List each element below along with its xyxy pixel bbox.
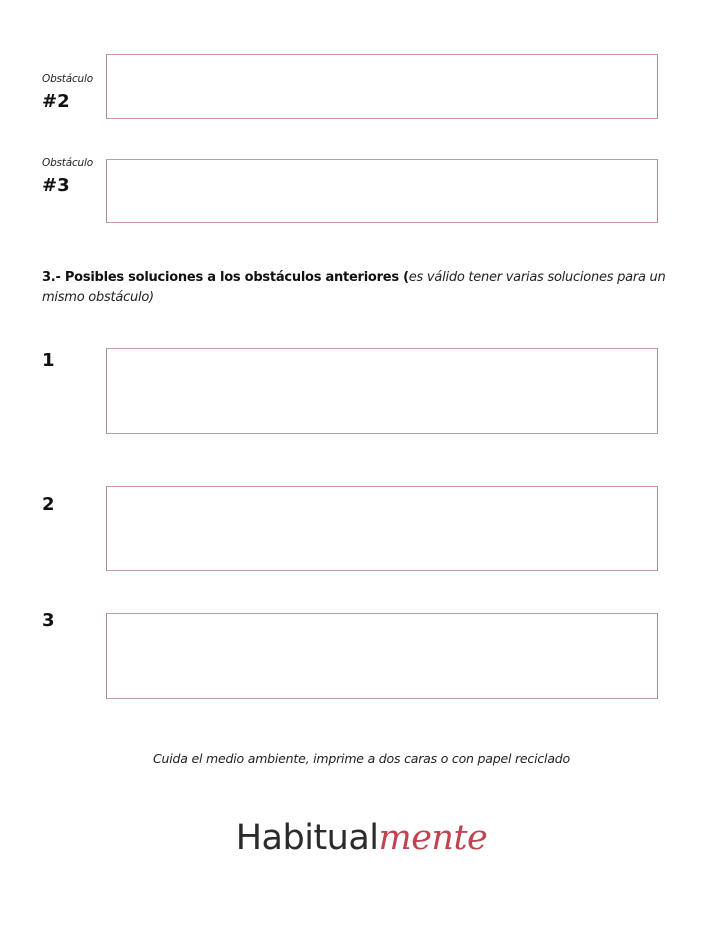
- solution-3-input[interactable]: [107, 614, 657, 698]
- solution-1-box[interactable]: [106, 348, 658, 434]
- obstacle-2-caption: Obstáculo: [42, 73, 93, 85]
- section-3-heading-note: es válido tener varias soluciones para un mismo obstáculo): [42, 270, 666, 305]
- obstacle-3-number: #3: [42, 175, 70, 196]
- obstacle-2-box[interactable]: [106, 54, 658, 119]
- obstacle-3-caption: Obstáculo: [42, 157, 93, 169]
- solution-2-box[interactable]: [106, 486, 658, 571]
- obstacle-3-box[interactable]: [106, 159, 658, 223]
- environment-note: Cuida el medio ambiente, imprime a dos caras o con papel reciclado: [153, 751, 570, 766]
- solution-2-number: 2: [42, 494, 55, 515]
- logo-text-mente: mente: [378, 818, 488, 858]
- obstacle-3-input[interactable]: [107, 160, 657, 222]
- solution-1-input[interactable]: [107, 349, 657, 433]
- solution-3-number: 3: [42, 610, 55, 631]
- logo-text-habitual: Habitual: [235, 818, 379, 858]
- solution-2-input[interactable]: [107, 487, 657, 570]
- obstacle-2-number: #2: [42, 91, 70, 112]
- solution-3-box[interactable]: [106, 613, 658, 699]
- section-3-heading: [42, 268, 672, 308]
- habitualmente-logo: [0, 818, 723, 858]
- solution-1-number: 1: [42, 350, 55, 371]
- section-3-heading-bold: 3.- Posibles soluciones a los obstáculos anteriores (: [42, 270, 409, 285]
- obstacle-2-input[interactable]: [107, 55, 657, 118]
